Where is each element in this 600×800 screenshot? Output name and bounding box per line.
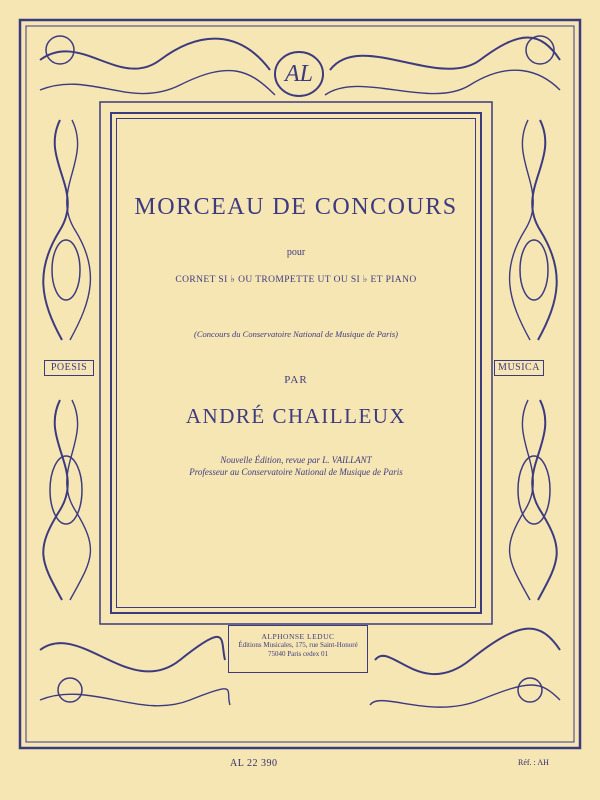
publisher-cartouche (228, 625, 368, 673)
reference-code: Réf. : AH (518, 758, 549, 767)
title-panel-inner (116, 118, 476, 608)
publisher-address-2: 75040 Paris cedex 01 (267, 650, 329, 658)
publisher-address-1: Éditions Musicales, 175, rue Saint-Honoré (238, 641, 358, 649)
edition-line-1: Nouvelle Édition, revue par L. VAILLANT (220, 455, 372, 465)
composer-name: ANDRÉ CHAILLEUX (185, 404, 407, 428)
for-label: pour (286, 247, 306, 258)
by-label: PAR (284, 374, 308, 386)
competition-note: (Concours du Conservatoire National de Musique de Paris) (194, 329, 398, 339)
work-title: MORCEAU DE CONCOURS (134, 194, 458, 220)
edition-line-2: Professeur au Conservatoire National de Musique de Paris (189, 467, 403, 477)
publisher-monogram: AL (284, 61, 313, 87)
catalog-number: AL 22 390 (230, 758, 278, 769)
edition-note (112, 454, 480, 478)
publisher-name: ALPHONSE LEDUC (261, 632, 335, 641)
side-label-right: MUSICA (494, 360, 544, 376)
title-panel (110, 112, 482, 614)
instrumentation: CORNET SI ♭ OU TROMPETTE UT OU SI ♭ ET PIANO (175, 275, 417, 285)
side-label-left: POESIS (44, 360, 94, 376)
